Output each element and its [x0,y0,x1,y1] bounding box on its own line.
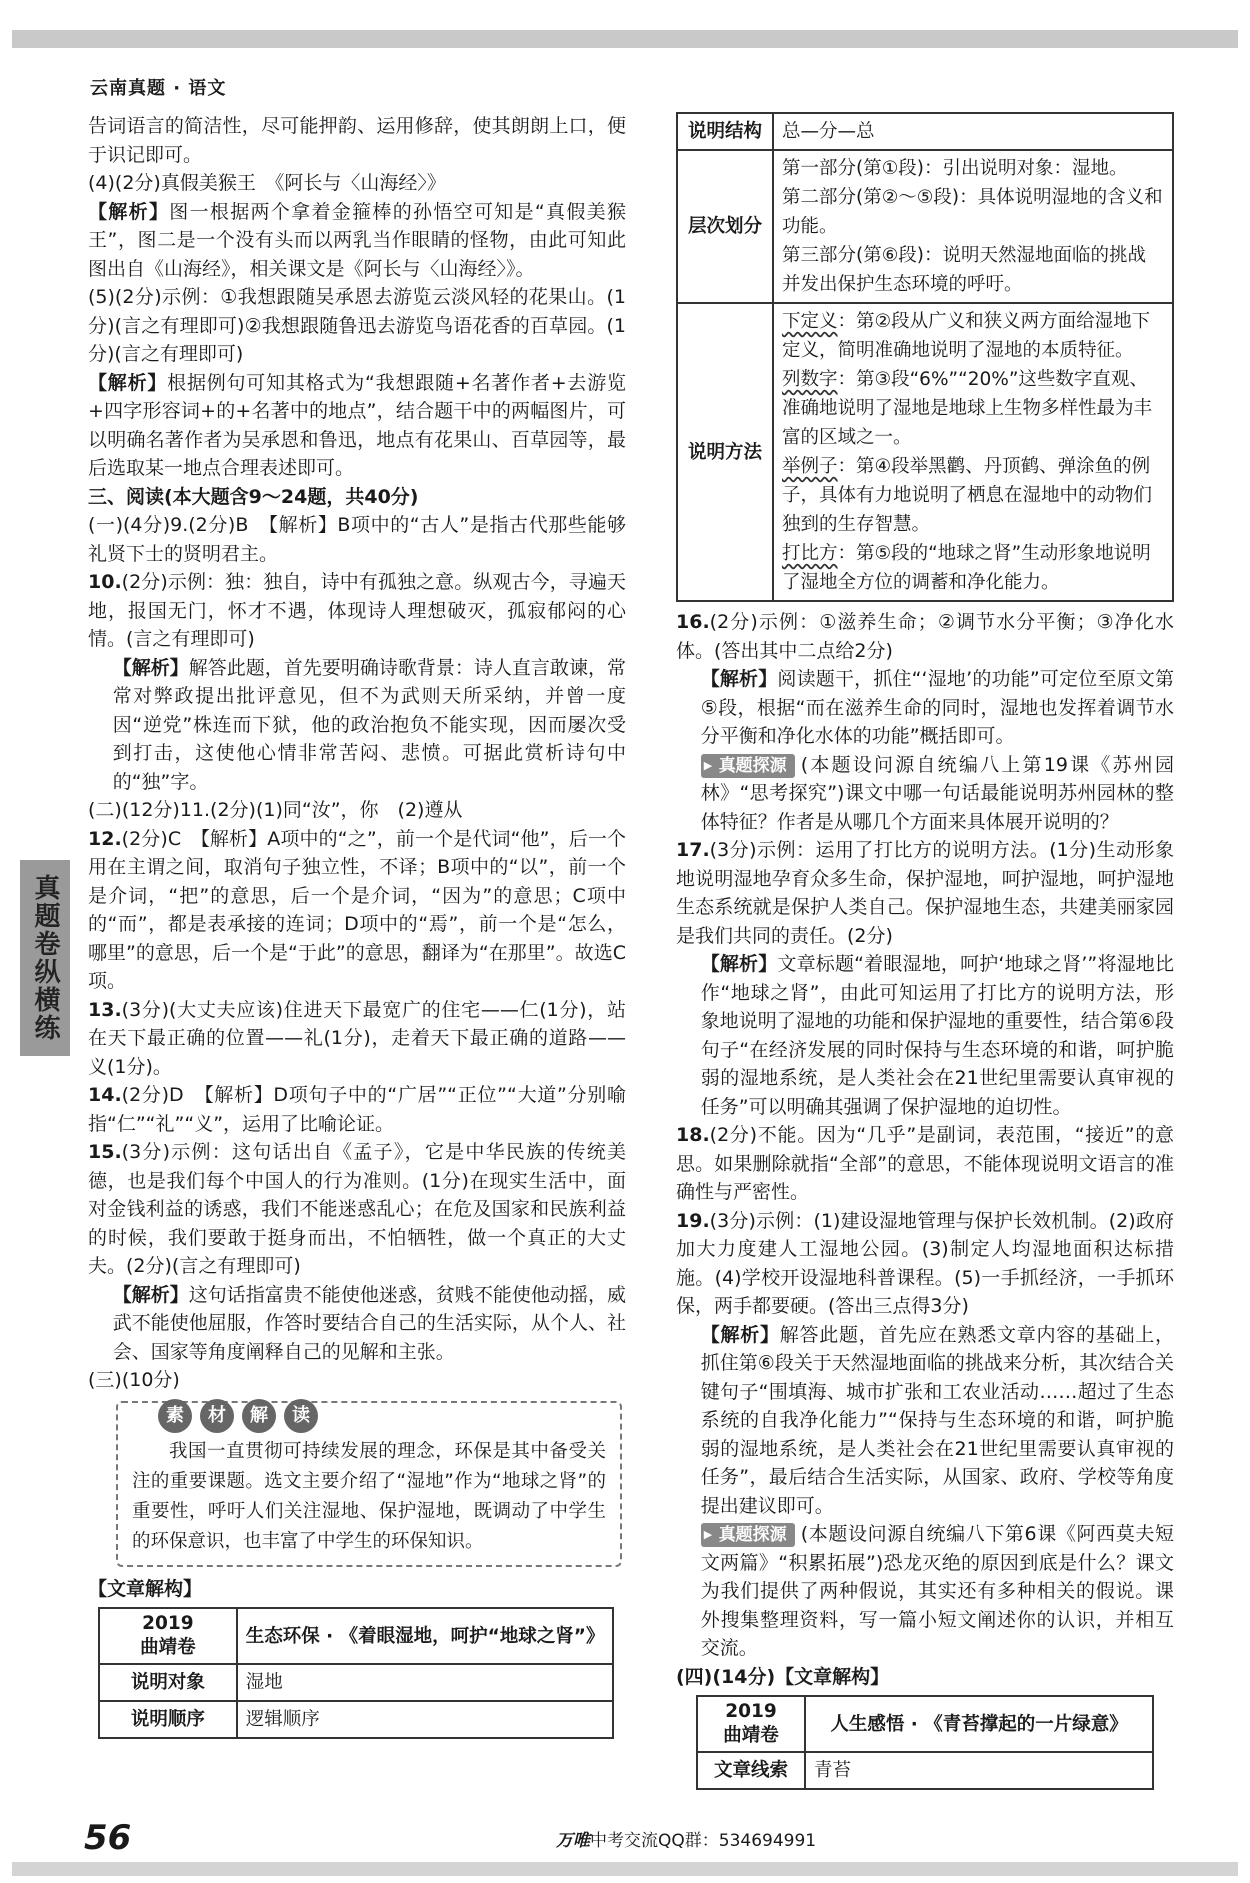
answer-text: (5)(2分)示例：①我想跟随吴承恩去游览云淡风轻的花果山。(1分)(言之有理即可)②我想跟随鲁迅去游览鸟语花香的百草园。(1分)(言之有理即可) [88,286,626,365]
question-12 [88,825,626,996]
source-text: (本题设问源自统编八上第19课《苏州园林》“思考探究”)课文中哪一句话最能说明苏州园林的整体特征？作者是从哪几个方面来具体展开说明的？ [700,753,1174,833]
analysis-body: 文章标题“着眼湿地，呵护‘地球之肾’”将湿地比作“地球之肾”，由此可知运用了打比方的说明方法，形象地说明了湿地的功能和保护湿地的重要性，结合第⑥段句子“在经济发展的同时保持与生态环境的和谐，呵护脆弱的湿地系统，是人类社会在21世纪里需要认真审视的任务”可以明确其强调了保护湿地的迫切性。 [700,953,1174,1118]
method-item [782,365,1164,452]
question-15 [88,1138,626,1281]
row-label: 文章线索 [697,1752,805,1789]
question-answer: (2分)示例：①滋养生命；②调节水分平衡；③净化水体。(答出其中二点给2分) [676,611,1174,662]
analysis-text [88,654,626,797]
structure-table-2 [696,1695,1154,1790]
analysis-tag: 【解析】 [88,200,170,223]
material-title [158,1399,318,1433]
bottom-bar [12,1862,1238,1876]
question-answer: (3分)示例：(1)建设湿地管理与保护长效机制。(2)政府加大力度建人工湿地公园。(3)制定人均湿地面积达标措施。(4)学校开设湿地科普课程。(5)一手抓经济，一手抓环保，两手都要硬。(答出三点得3分) [676,1209,1174,1317]
method-name: 列数字 [782,369,838,390]
year-cell [99,1608,237,1664]
structure-heading: 【文章解构】 [88,1577,203,1600]
question-number: 18. [676,1124,710,1146]
table-row [677,150,1173,303]
footer [556,1826,816,1851]
layer-line: 第一部分(第①段)：引出说明对象：湿地。 [782,158,1128,179]
method-text: ：第②段从广义和狭义两方面给湿地下定义，简明准确地说明了湿地的本质特征。 [782,311,1151,361]
row-value: 总—分—总 [773,113,1173,150]
right-column [676,112,1174,1790]
question-number: 16. [676,611,710,633]
question-14 [88,1081,626,1138]
question-number: 14. [88,1084,122,1106]
table-row [677,303,1173,601]
question-answer: (3分)示例：运用了打比方的说明方法。(1分)生动形象地说明湿地孕育众多生命，保护湿地，呵护湿地，呵护湿地生态系统就是保护人类自己。保护湿地生态，共建美丽家园是我们共同的责任。(2分) [676,839,1174,947]
analysis-body: 这句话指富贵不能使他迷惑，贫贱不能使他动摇，威武不能使他屈服，作答时要结合自己的生活实际，从个人、社会、国家等角度阐释自己的见解和主张。 [112,1283,626,1363]
source-text: (本题设问源自统编八下第6课《阿西莫夫短文两篇》“积累拓展”)恐龙灭绝的原因到底是什么？课文为我们提供了两种假说，其实还有多种相关的假说。课外搜集整理资料，写一篇小短文阐述你的认识，并相互交流。 [700,1523,1174,1659]
explanation-table [676,112,1174,602]
question-19 [676,1207,1174,1321]
analysis-tag: 【解析】 [112,1283,189,1306]
year-cell [697,1696,805,1752]
question-number: 12. [88,827,122,850]
table-row [697,1752,1153,1789]
year-value: 2019 [142,1613,194,1634]
table-row [697,1696,1153,1752]
brand-logo: 万唯 [556,1831,590,1851]
source-note [676,1520,1174,1663]
table-row [99,1664,613,1701]
method-item [782,307,1164,365]
material-title-char: 材 [200,1399,234,1433]
row-value: 逻辑顺序 [237,1701,614,1738]
analysis-body: 图一根据两个拿着金箍棒的孙悟空可知是“真假美猴王”，图二是一个没有头而以两乳当作眼睛的怪物，由此可知此图出自《山海经》，相关课文是《阿长与〈山海经〉》。 [88,200,626,280]
question-answer: (2分)示例：独：独自，诗中有孤独之意。纵观古今，寻遍天地，报国无门，怀才不遇，体现诗人理想破灭，孤寂郁闷的心情。(言之有理即可) [88,571,626,650]
analysis-text [88,198,626,284]
question-number: 10. [88,571,122,593]
table-row [99,1608,613,1664]
row-label: 说明对象 [99,1664,237,1701]
answer-text: 告词语言的简洁性，尽可能押韵、运用修辞，使其朗朗上口，便于识记即可。 [88,115,626,166]
section-heading: (四)(14分)【文章解构】 [676,1665,890,1688]
header-title: 云南真题 · 语文 [90,78,227,99]
method-text: ：第⑤段的“地球之肾”生动形象地说明了湿地全方位的调蓄和净化能力。 [782,543,1151,593]
source-value: 曲靖卷 [723,1725,779,1746]
question-answer: (3分)(大丈夫应该)住进天下最宽广的住宅——仁(1分)，站在天下最正确的位置——礼(1分)，走着天下最正确的道路——义(1分)。 [88,998,626,1078]
analysis-text [676,1321,1174,1521]
material-title-char: 素 [158,1399,192,1433]
layer-line: 第二部分(第②～⑤段)：具体说明湿地的含义和功能。 [782,187,1163,237]
method-name: 打比方 [782,543,838,564]
structure-table [98,1607,614,1739]
analysis-text [88,1281,626,1367]
row-value [773,303,1173,601]
question-answer: (2分)D 【解析】D项句子中的“广居”“正位”“大道”分别喻指“仁”“礼”“义”，运用了比喻论证。 [88,1084,626,1135]
table-row [677,113,1173,150]
source-value: 曲靖卷 [140,1637,196,1658]
source-note [676,751,1174,837]
question-13 [88,996,626,1082]
method-name: 下定义 [782,311,838,332]
question-answer: (3分)示例：这句话出自《孟子》，它是中华民族的传统美德，也是我们每个中国人的行为准则。(1分)在现实生活中，面对金钱利益的诱惑，我们不能迷惑乱心；在危及国家和民族利益的时候，我们要敢于挺身而出，不怕牺牲，做一个真正的大丈夫。(2分)(言之有理即可) [88,1141,626,1277]
section-heading: (三)(10分) [88,1369,180,1391]
table-row [99,1701,613,1738]
row-label: 说明顺序 [99,1701,237,1738]
material-title-char: 读 [284,1399,318,1433]
analysis-text [676,665,1174,751]
page-number: 56 [84,1818,132,1858]
method-text: ：第④段举黑鹳、丹顶鹤、弹涂鱼的例子，具体有力地说明了栖息在湿地中的动物们独到的生存智慧。 [782,456,1153,535]
top-bar [12,30,1238,48]
question-18 [676,1121,1174,1207]
source-badge: ▶ 真题探源 [701,754,795,778]
side-tab: 真题卷纵横练 [20,860,70,1056]
question-number: 13. [88,998,122,1021]
layer-line: 第三部分(第⑥段)：说明天然湿地面临的挑战并发出保护生态环境的呼吁。 [782,245,1147,295]
analysis-body: 根据例句可知其格式为“我想跟随+名著作者+去游览+四字形容词+的+名著中的地点”，结合题干中的两幅图片，可以明确名著作者为吴承恩和鲁迅，地点有花果山、百草园等，最后选取某一地点合理表述即可。 [88,371,626,479]
method-text: ：第③段“6%”“20%”这些数字直观、准确地说明了湿地是地球上生物多样性最为丰富的区域之一。 [782,369,1153,448]
question-16 [676,608,1174,665]
left-column [88,112,626,1739]
method-name: 举例子 [782,456,838,477]
article-title-cell: 人生感悟 · 《青苔撑起的一片绿意》 [805,1696,1153,1752]
answer-text: (4)(2分)真假美猴王 《阿长与〈山海经〉》 [88,172,446,194]
footer-text: 中考交流QQ群：534694991 [590,1831,817,1851]
question-number: 19. [676,1209,710,1232]
row-value: 湿地 [237,1664,614,1701]
analysis-tag: 【解析】 [88,371,168,394]
analysis-tag: 【解析】 [700,668,778,690]
question-answer: (2分)C 【解析】A项中的“之”，前一个是代词“他”，后一个用在主谓之间，取消句子独立性，不译；B项中的“以”，前一个是介词，“把”的意思，后一个是介词，“因为”的意思；C项中的“而”，都是表承接的连词；D项中的“焉”，前一个是“怎么，哪里”的意思，后一个是“于此”的意思，翻译为“在那里”。故选C项。 [88,827,626,992]
row-value: 青苔 [805,1752,1153,1789]
row-label: 说明方法 [677,303,773,601]
analysis-body: 解答此题，首先应在熟悉文章内容的基础上，抓住第⑥段关于天然湿地面临的挑战来分析，其次结合关键句子“围填海、城市扩张和工农业活动……超过了生态系统的自我净化能力”“保持与生态环境的和谐，呵护脆弱的湿地系统，是人类社会在21世纪里需要认真审视的任务”，最后结合生活实际，从国家、政府、学校等角度提出建议即可。 [700,1323,1174,1517]
analysis-text [676,950,1174,1121]
question-number: 17. [676,839,710,861]
question-9: (一)(4分)9.(2分)B 【解析】B项中的“古人”是指古代那些能够礼贤下士的贤明君主。 [88,514,626,565]
article-title-cell: 生态环保 · 《着眼湿地，呵护“地球之肾”》 [237,1608,614,1664]
material-title-char: 解 [242,1399,276,1433]
section-heading: 三、阅读(本大题含9～24题，共40分) [88,485,419,508]
analysis-text [88,369,626,483]
analysis-tag: 【解析】 [700,953,778,975]
row-value [773,150,1173,303]
source-badge: ▶ 真题探源 [701,1523,795,1547]
question-number: 15. [88,1141,122,1163]
analysis-body: 解答此题，首先要明确诗歌背景：诗人直言敢谏，常常对弊政提出批评意见，但不为武则天所采纳，并曾一度因“逆党”株连而下狱，他的政治抱负不能实现，因而屡次受到打击，这使他心情非常苦闷、悲愤。可据此赏析诗句中的“独”字。 [112,656,626,793]
question-11: (二)(12分)11.(2分)(1)同“汝”，你 (2)遵从 [88,799,463,821]
method-item [782,539,1164,597]
material-box [116,1401,622,1567]
row-label: 说明结构 [677,113,773,150]
method-item [782,452,1164,539]
analysis-tag: 【解析】 [112,656,189,679]
year-value: 2019 [725,1701,777,1722]
row-label: 层次划分 [677,150,773,303]
analysis-tag: 【解析】 [700,1323,780,1346]
question-answer: (2分)不能。因为“几乎”是副词，表范围，“接近”的意思。如果删除就指“全部”的意思，不能体现说明文语言的准确性与严密性。 [676,1124,1174,1203]
question-10 [88,568,626,654]
question-17 [676,836,1174,950]
analysis-body: 阅读题干，抓住“‘湿地’的功能”可定位至原文第⑤段，根据“而在滋养生命的同时，湿地也发挥着调节水分平衡和净化水体的功能”概括即可。 [700,668,1174,747]
material-text: 我国一直贯彻可持续发展的理念，环保是其中备受关注的重要课题。选文主要介绍了“湿地”作为“地球之肾”的重要性，呼吁人们关注湿地、保护湿地，既调动了中学生的环保意识，也丰富了中学生的环保知识。 [132,1440,606,1552]
